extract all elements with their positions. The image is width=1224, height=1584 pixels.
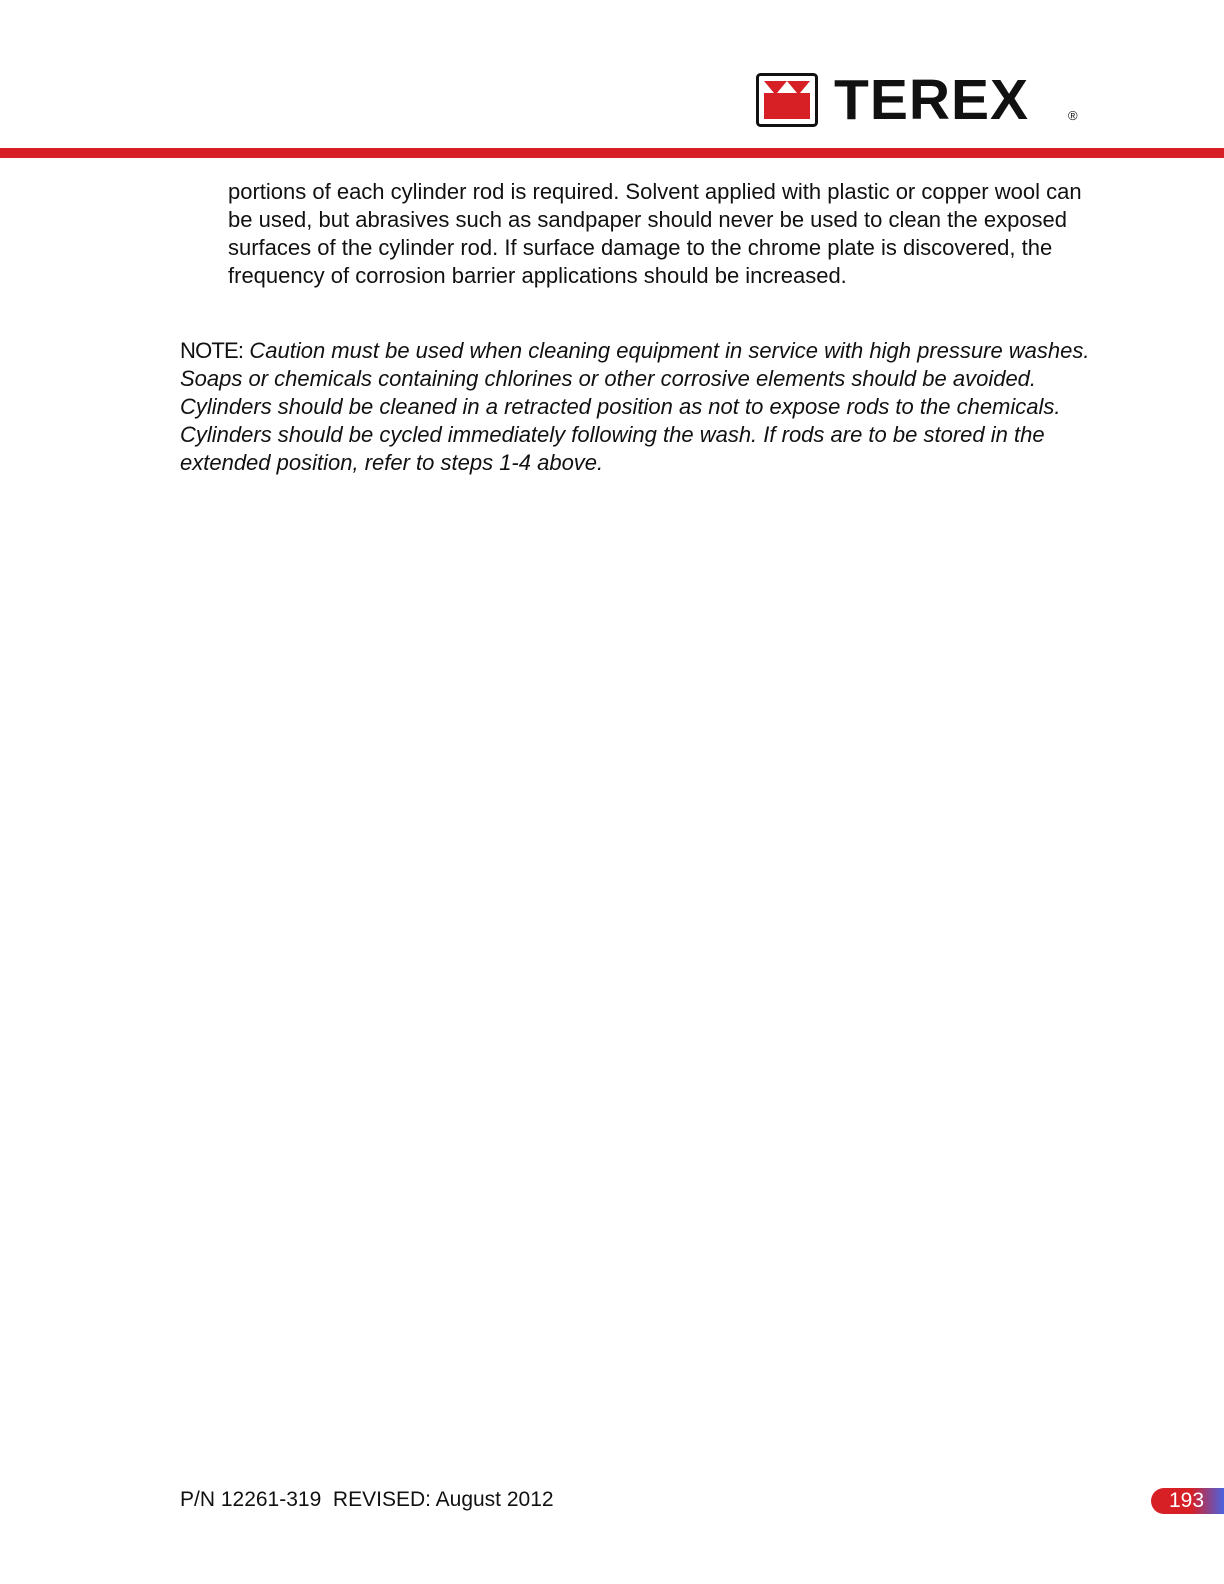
footer-part-number: P/N 12261-319 REVISED: August 2012 [180,1488,554,1511]
logo-wordmark: TEREX [834,68,1030,132]
page-number-badge: 193 [1151,1488,1224,1514]
note-label: NOTE: [180,338,244,363]
note-text: Caution must be used when cleaning equipment in service with high pressure washes. Soaps or chemicals containing chlorines or other corrosive elements should be avoided. Cylinders should be cleaned in a retracted position as not to expose rods to the chemicals. Cylinders should be cycled immediately following the wash. If rods are to be stored in the extended position, refer to steps 1-4 above. [180,338,1090,475]
note-paragraph [180,337,1105,477]
terex-logo [756,68,1086,132]
registered-mark: ® [1068,108,1078,123]
header-divider [0,148,1224,158]
terex-crown-icon [756,73,818,127]
body-paragraph: portions of each cylinder rod is required. Solvent applied with plastic or copper wool can be used, but abrasives such as sandpaper should never be used to clean the exposed surfaces of the cylinder rod. If surface damage to the chrome plate is discovered, the frequency of corrosion barrier applications should be increased. [228,179,1082,288]
